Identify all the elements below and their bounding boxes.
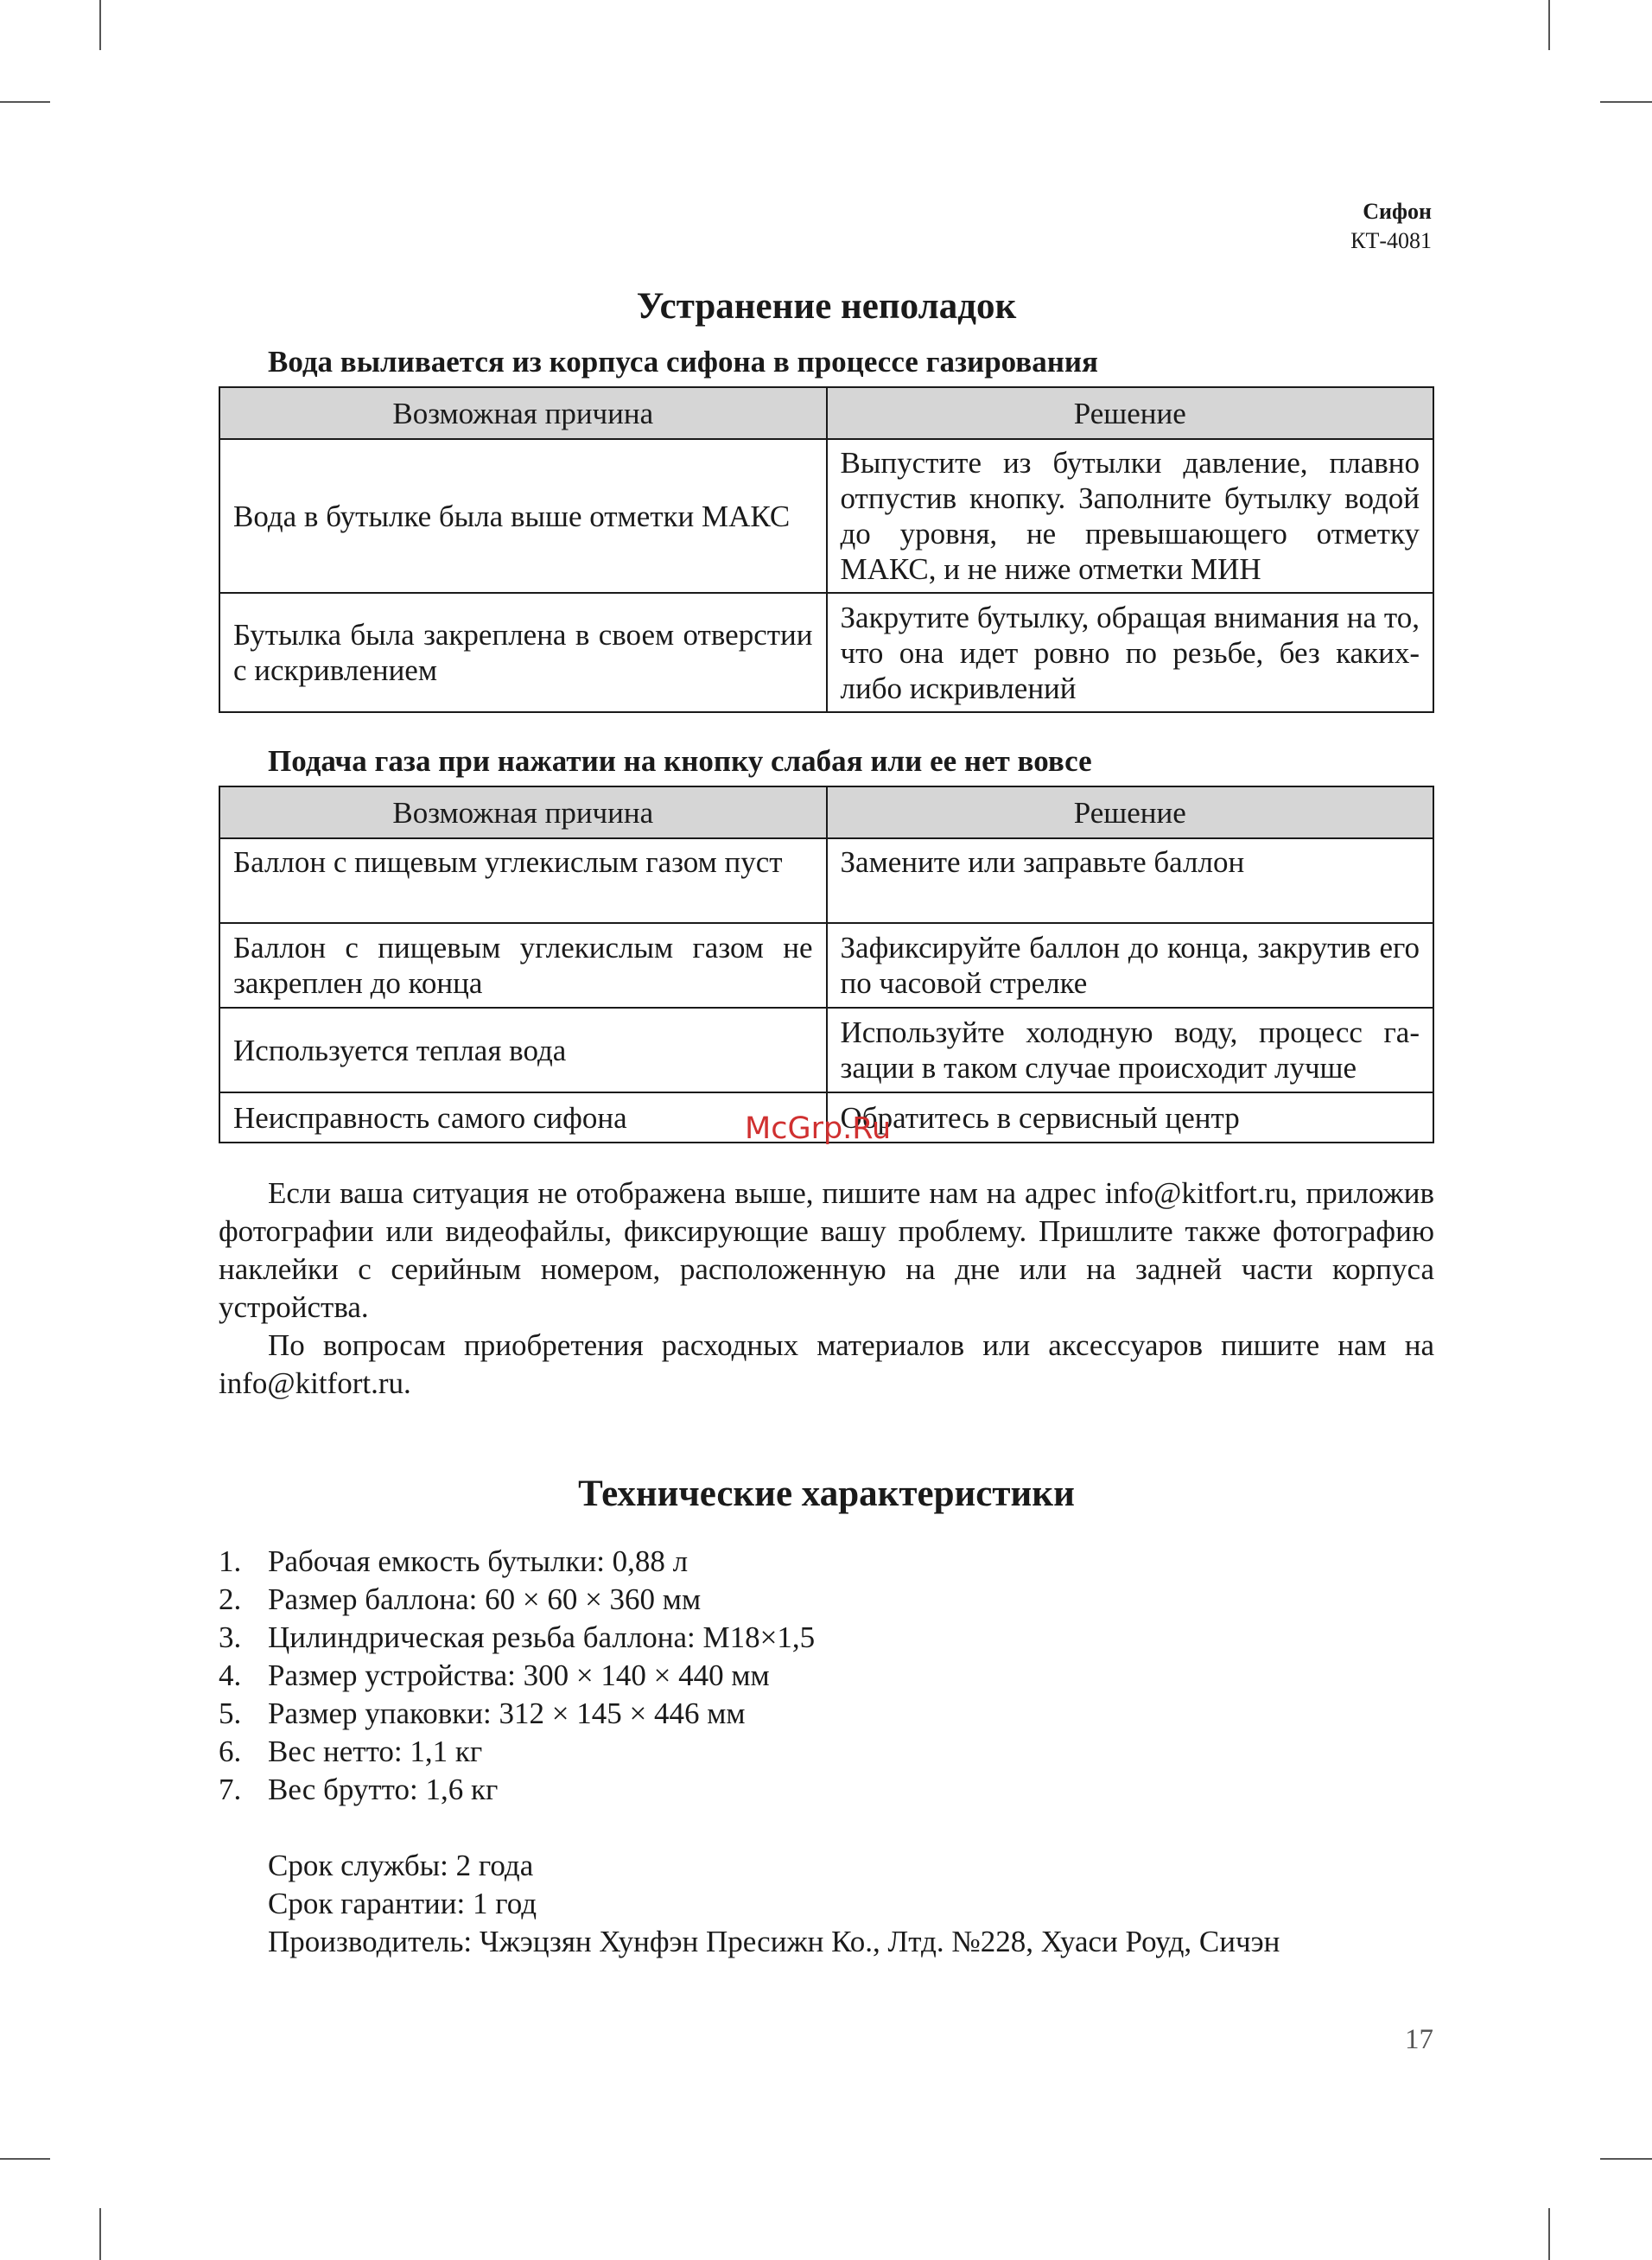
list-item-number: 3. bbox=[219, 1620, 242, 1654]
list-item-text: Размер баллона: 60 × 60 × 360 мм bbox=[268, 1582, 702, 1616]
list-item-number: 2. bbox=[219, 1582, 242, 1616]
specs-title: Технические характеристики bbox=[578, 1474, 1075, 1514]
accessories-paragraph: По вопросам приобретения расходных материалов или аксессуаров пишите нам на info@kitfort.ru. bbox=[219, 1328, 1434, 1400]
list-item bbox=[219, 1619, 1434, 1657]
service-life: Срок службы: 2 года bbox=[268, 1849, 534, 1882]
crop-mark bbox=[99, 0, 101, 50]
contact-paragraph: Если ваша ситуация не отображена выше, пишите нам на адрес info@kitfort.ru, приложив фотографии или видеофайлы, фиксирующие вашу проблему. Пришлите также фотографию наклейки с серийным номером, расположенную на дне или на задней части корпуса устройства. bbox=[219, 1176, 1434, 1324]
cause-cell: Вода в бутылке была выше отметки МАКС bbox=[219, 439, 827, 593]
list-item-number: 5. bbox=[219, 1697, 242, 1730]
cause-cell: Баллон с пищевым углекислым газом не закреплен до конца bbox=[219, 923, 827, 1008]
page-number: 17 bbox=[1405, 2024, 1433, 2055]
table-1-title: Вода выливается из корпуса сифона в процессе газирования bbox=[268, 345, 1098, 379]
list-item-text: Вес нетто: 1,1 кг bbox=[268, 1735, 483, 1768]
solution-cell: Обратитесь в сервисный центр bbox=[827, 1092, 1434, 1143]
solution-cell: Закрутите бутылку, обращая внимания на то, что она идет ровно по резьбе, без каких-либо искривлений bbox=[827, 593, 1434, 712]
table-row bbox=[219, 439, 1433, 593]
list-item bbox=[219, 1543, 1434, 1581]
manufacturer: Производитель: Чжэцзян Хунфэн Пресижн Ко., Лтд. №228, Хуаси Роуд, Сичэн bbox=[268, 1925, 1280, 1958]
list-item-text: Размер устройства: 300 × 140 × 440 мм bbox=[268, 1658, 770, 1692]
crop-mark bbox=[1548, 0, 1550, 50]
list-item bbox=[219, 1581, 1434, 1619]
crop-mark bbox=[1600, 101, 1652, 103]
list-item-number: 7. bbox=[219, 1773, 242, 1806]
list-item bbox=[219, 1657, 1434, 1695]
list-item bbox=[219, 1695, 1434, 1733]
list-item-number: 6. bbox=[219, 1735, 242, 1768]
header-solution: Решение bbox=[827, 786, 1434, 838]
crop-mark bbox=[1600, 2158, 1652, 2160]
header-cause: Возможная причина bbox=[219, 786, 827, 838]
running-header bbox=[1350, 197, 1432, 256]
troubleshooting-table-2 bbox=[219, 786, 1434, 1143]
table-row bbox=[219, 838, 1433, 923]
list-item bbox=[219, 1771, 1434, 1809]
specs-list bbox=[219, 1543, 1434, 1809]
watermark: McGrp.Ru bbox=[745, 1111, 892, 1146]
table-header-row bbox=[219, 387, 1433, 439]
table-row bbox=[219, 923, 1433, 1008]
solution-cell: Замените или заправьте баллон bbox=[827, 838, 1434, 923]
troubleshooting-title: Устранение неполадок bbox=[636, 286, 1017, 327]
list-item-text: Цилиндрическая резьба баллона: M18×1,5 bbox=[268, 1620, 816, 1654]
list-item-number: 4. bbox=[219, 1658, 242, 1692]
header-cause: Возможная причина bbox=[219, 387, 827, 439]
solution-cell: Зафиксируйте баллон до конца, закрутив его по часовой стрелке bbox=[827, 923, 1434, 1008]
header-product: Сифон bbox=[1363, 199, 1432, 224]
solution-cell: Используйте холодную воду, процесс газации в таком случае происходит лучше bbox=[827, 1008, 1434, 1092]
list-item-text: Размер упаковки: 312 × 145 × 446 мм bbox=[268, 1697, 746, 1730]
cause-cell: Используется теплая вода bbox=[219, 1008, 827, 1092]
table-row bbox=[219, 593, 1433, 712]
crop-mark bbox=[0, 2158, 50, 2160]
list-item-number: 1. bbox=[219, 1544, 242, 1578]
solution-cell: Выпустите из бутылки давление, плавно отпустив кнопку. Заполните бутылку водой до уровня, не превышающего отметку МАКС, и не ниже отметки МИН bbox=[827, 439, 1434, 593]
crop-mark bbox=[99, 2208, 101, 2260]
warranty: Срок гарантии: 1 год bbox=[268, 1887, 537, 1920]
list-item-text: Рабочая емкость бутылки: 0,88 л bbox=[268, 1544, 689, 1578]
troubleshooting-table-1 bbox=[219, 386, 1434, 713]
table-2-title: Подача газа при нажатии на кнопку слабая или ее нет вовсе bbox=[268, 744, 1092, 778]
header-solution: Решение bbox=[827, 387, 1434, 439]
cause-cell: Бутылка была закреплена в своем отверстии с искривлением bbox=[219, 593, 827, 712]
crop-mark bbox=[1548, 2208, 1550, 2260]
cause-cell: Баллон с пищевым углекислым газом пуст bbox=[219, 838, 827, 923]
crop-mark bbox=[0, 101, 50, 103]
cause-cell: Неисправность самого сифона bbox=[219, 1092, 827, 1143]
table-row bbox=[219, 1008, 1433, 1092]
list-item-text: Вес брутто: 1,6 кг bbox=[268, 1773, 499, 1806]
list-item bbox=[219, 1733, 1434, 1771]
table-header-row bbox=[219, 786, 1433, 838]
header-model: КТ-4081 bbox=[1350, 228, 1432, 253]
